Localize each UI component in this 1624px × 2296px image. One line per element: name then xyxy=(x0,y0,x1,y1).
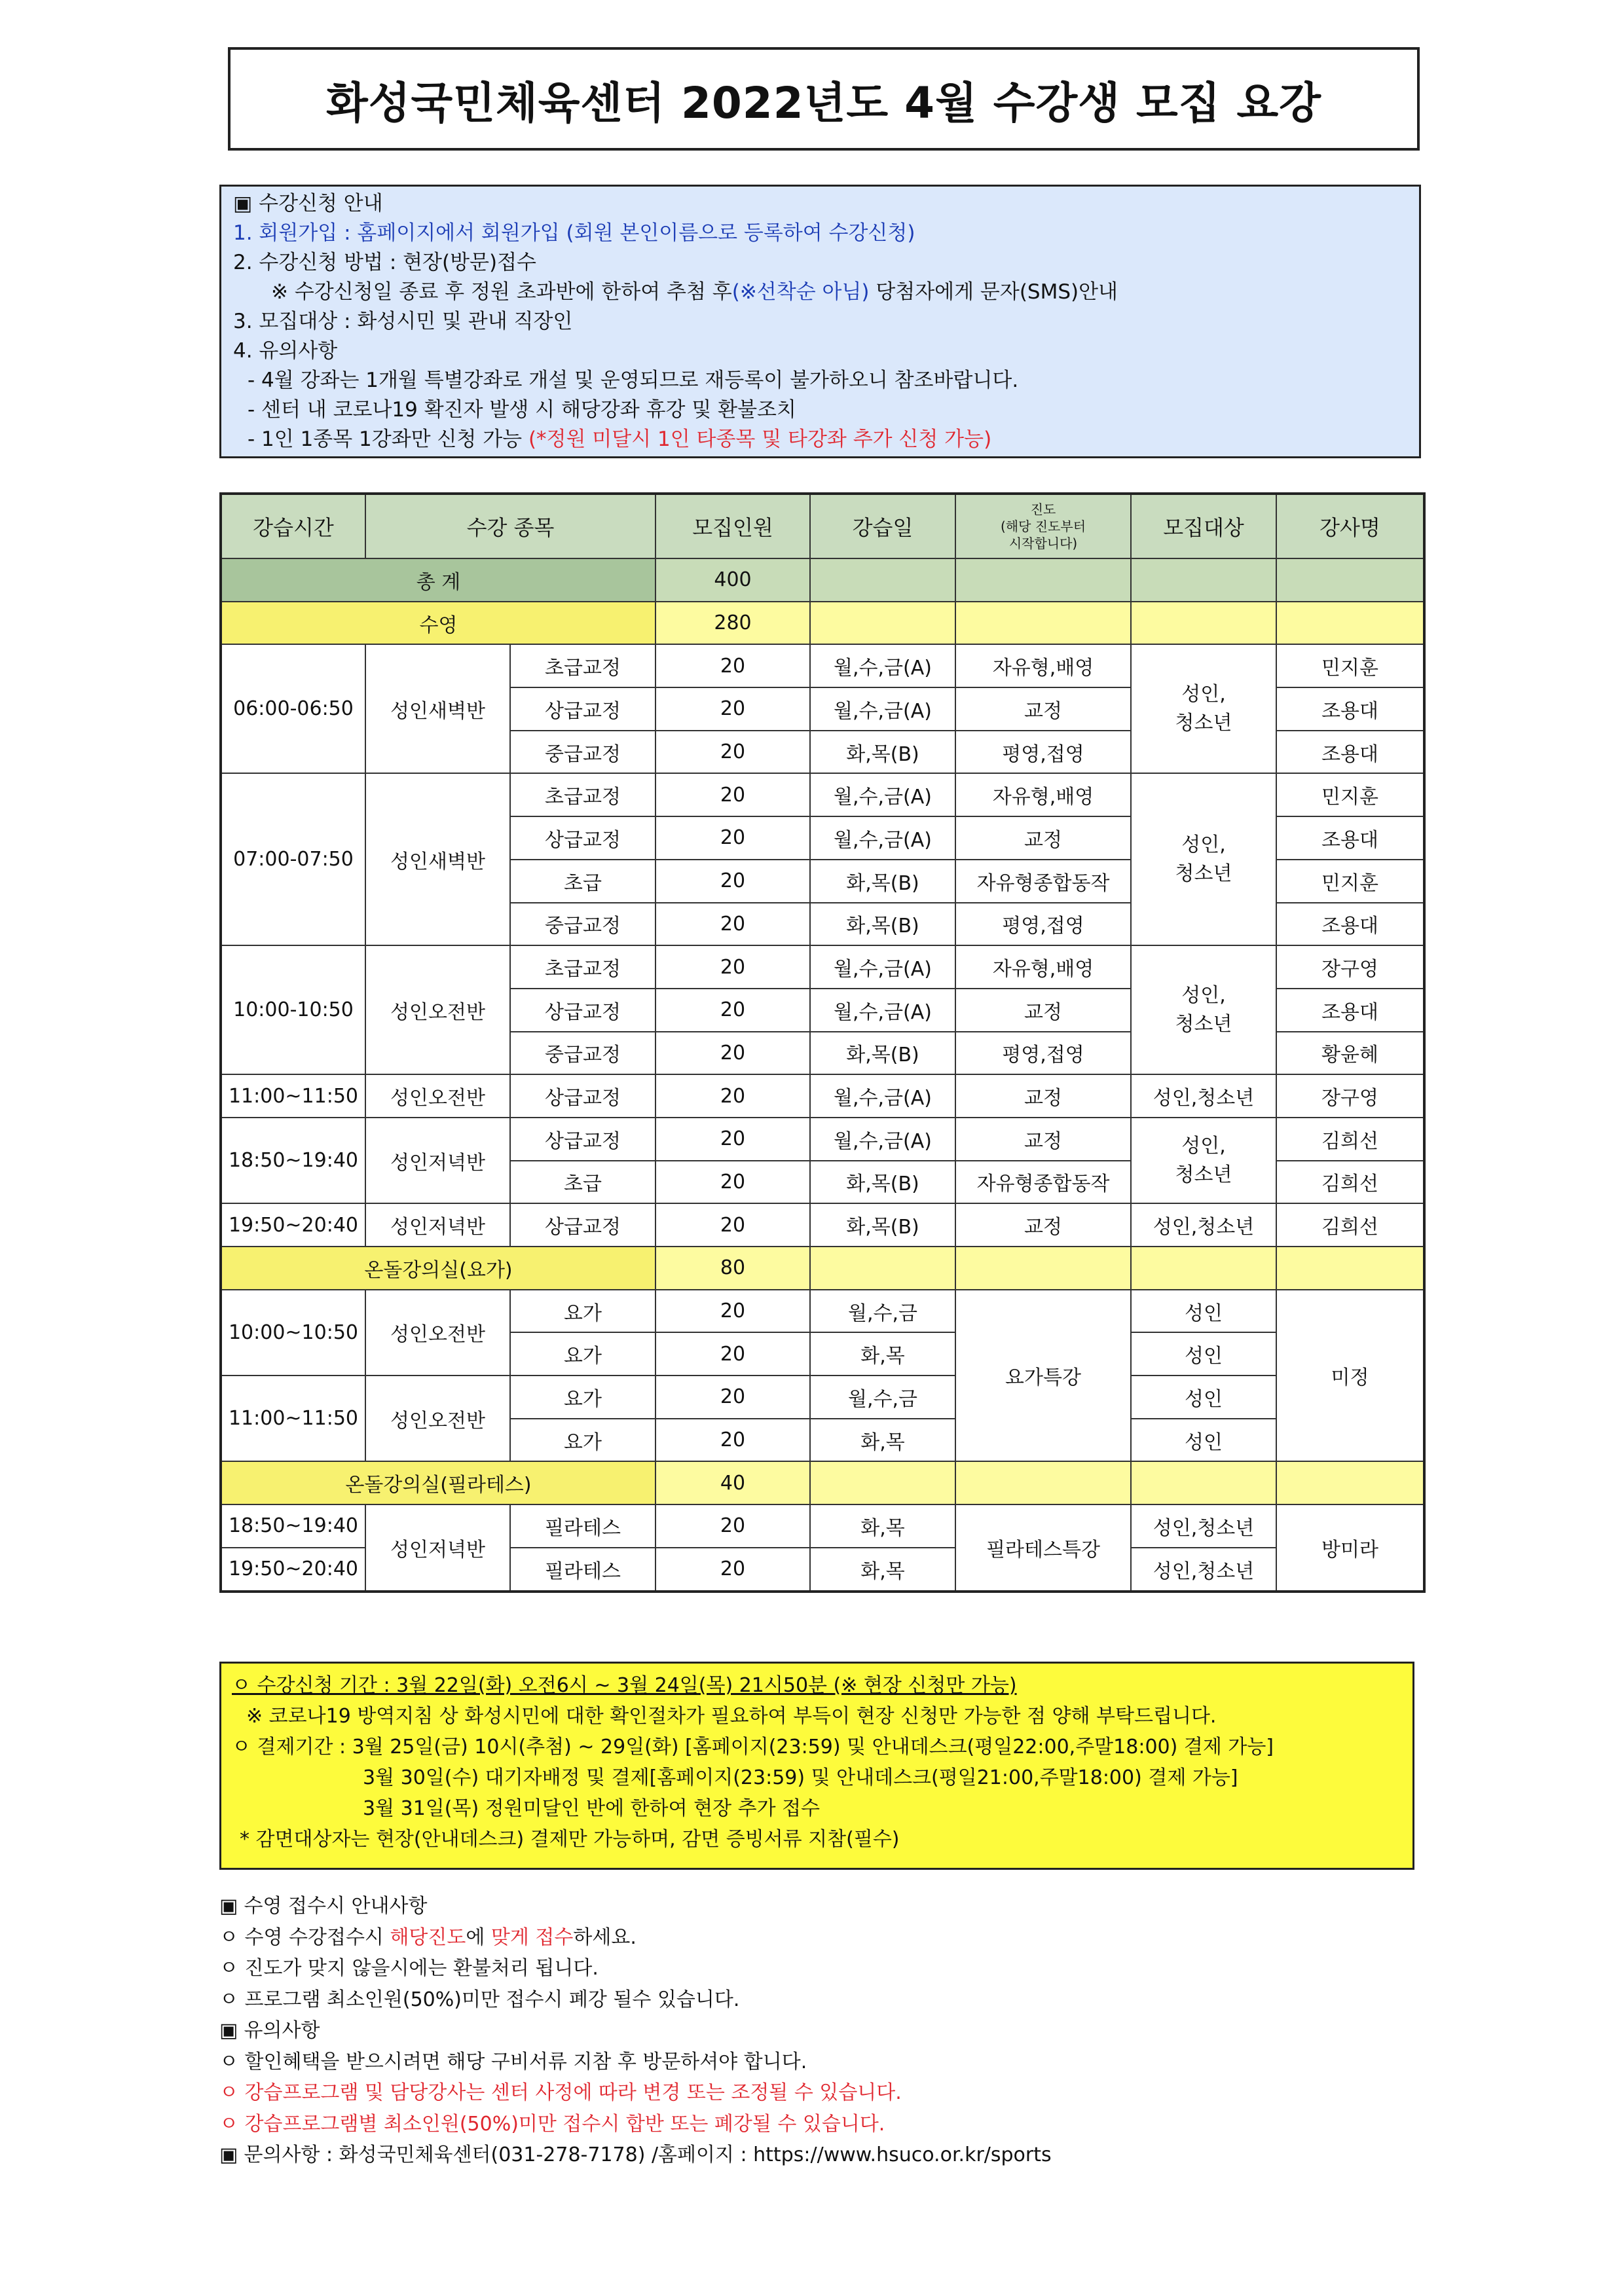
table-cell: 월,수,금(A) xyxy=(810,687,955,731)
table-cell: 자유형,배영 xyxy=(955,644,1131,687)
header-instructor: 강사명 xyxy=(1276,494,1424,558)
table-row xyxy=(221,1376,1424,1419)
notes-item: ㅇ 강습프로그램별 최소인원(50%)미만 접수시 합반 또는 폐강될 수 있습니다. xyxy=(219,2112,885,2136)
target-cell: 성인, 청소년 xyxy=(1131,1118,1276,1203)
table-cell: 교정 xyxy=(955,989,1131,1032)
period-line-3: ㅇ 결제기간 : 3월 25일(금) 10시(추첨) ~ 29일(화) [홈페이지(23:59) 및 안내데스크(평일22:00,주말18:00) 결제 가능] xyxy=(232,1736,1274,1758)
table-cell: 초급 xyxy=(510,860,655,903)
header-capacity: 모집인원 xyxy=(655,494,810,558)
table-cell: 교정 xyxy=(955,1203,1131,1247)
info-item-membership: 1. 회원가입 : 홈페이지에서 회원가입 (회원 본인이름으로 등록하여 수강신청) xyxy=(233,221,915,245)
table-cell: 조용대 xyxy=(1276,731,1424,774)
square-bullet-icon: ▣ xyxy=(219,2019,238,2042)
table-cell: 월,수,금(A) xyxy=(810,816,955,860)
table-cell: 김희선 xyxy=(1276,1118,1424,1161)
table-cell: 필라테스 xyxy=(510,1504,655,1548)
table-cell: 장구영 xyxy=(1276,945,1424,989)
table-cell: 20 xyxy=(655,1203,810,1247)
notes-item: ㅇ 할인혜택을 받으시려면 해당 구비서류 지참 후 방문하셔야 합니다. xyxy=(219,2050,807,2073)
table-cell: 성인 xyxy=(1131,1290,1276,1333)
table-cell: 화,목 xyxy=(810,1548,955,1592)
table-cell: 초급교정 xyxy=(510,945,655,989)
target-cell: 성인, 청소년 xyxy=(1131,773,1276,945)
table-cell: 20 xyxy=(655,1504,810,1548)
class-cell: 성인오전반 xyxy=(365,945,510,1074)
table-row xyxy=(221,1504,1424,1548)
table-cell: 20 xyxy=(655,1032,810,1075)
table-cell: 20 xyxy=(655,945,810,989)
instructor-cell: 미정 xyxy=(1276,1290,1424,1462)
notes-item: ㅇ 프로그램 최소인원(50%)미만 접수시 폐강 될수 있습니다. xyxy=(219,1988,740,2011)
notes-heading-caution: ▣ 유의사항 xyxy=(219,2015,1398,2047)
table-cell: 20 xyxy=(655,644,810,687)
table-cell: 20 xyxy=(655,1419,810,1462)
table-cell: 조용대 xyxy=(1276,687,1424,731)
table-cell: 20 xyxy=(655,860,810,903)
info-item-method: 2. 수강신청 방법 : 현장(방문)접수 xyxy=(233,251,536,274)
info-note-1: - 4월 강좌는 1개월 특별강좌로 개설 및 운영되므로 재등록이 불가하오니 참조바랍니다. xyxy=(248,369,1019,392)
table-cell: 필라테스 xyxy=(510,1548,655,1592)
table-row xyxy=(221,644,1424,687)
period-line-1: ㅇ 수강신청 기간 : 3월 22일(화) 오전6시 ~ 3월 24일(목) 21시50분 (※ 현장 신청만 가능) xyxy=(232,1674,1017,1697)
time-cell: 10:00-10:50 xyxy=(221,945,365,1074)
table-cell: 자유형,배영 xyxy=(955,773,1131,816)
header-days: 강습일 xyxy=(810,494,955,558)
table-cell: 중급교정 xyxy=(510,903,655,946)
table-cell: 월,수,금 xyxy=(810,1290,955,1333)
table-cell: 상급교정 xyxy=(510,1118,655,1161)
table-cell: 20 xyxy=(655,816,810,860)
table-cell: 월,수,금(A) xyxy=(810,1118,955,1161)
info-item-notes: 4. 유의사항 xyxy=(233,339,338,363)
table-cell: 민지훈 xyxy=(1276,644,1424,687)
notes-item: ㅇ 수영 수강접수시 해당진도에 맞게 접수하세요. xyxy=(219,1925,637,1949)
table-cell: 조용대 xyxy=(1276,989,1424,1032)
period-line-6: * 감면대상자는 현장(안내데스크) 결제만 가능하며, 감면 증빙서류 지참(필수) xyxy=(240,1828,900,1851)
table-cell: 자유형종합동작 xyxy=(955,860,1131,903)
table-cell: 19:50~20:40 xyxy=(221,1203,365,1247)
table-cell: 성인,청소년 xyxy=(1131,1548,1276,1592)
table-cell: 자유형,배영 xyxy=(955,945,1131,989)
category-label: 온돌강의실(필라테스) xyxy=(221,1461,655,1504)
table-cell: 월,수,금(A) xyxy=(810,945,955,989)
category-row-yoga xyxy=(221,1247,1424,1290)
table-cell: 월,수,금(A) xyxy=(810,1074,955,1118)
table-cell: 민지훈 xyxy=(1276,773,1424,816)
table-cell: 장구영 xyxy=(1276,1074,1424,1118)
table-cell: 화,목 xyxy=(810,1332,955,1376)
table-cell: 20 xyxy=(655,731,810,774)
table-cell: 중급교정 xyxy=(510,731,655,774)
table-cell: 월,수,금(A) xyxy=(810,773,955,816)
header-time: 강습시간 xyxy=(221,494,365,558)
period-line-2: ※ 코로나19 방역지침 상 화성시민에 대한 확인절차가 필요하여 부득이 현장 신청만 가능한 점 양해 부탁드립니다. xyxy=(246,1705,1217,1728)
instructor-cell: 방미라 xyxy=(1276,1504,1424,1591)
total-row xyxy=(221,558,1424,602)
target-cell: 성인, 청소년 xyxy=(1131,945,1276,1074)
notes-item: ㅇ 강습프로그램 및 담당강사는 센터 사정에 따라 변경 또는 조정될 수 있습니다. xyxy=(219,2081,902,2104)
table-cell: 20 xyxy=(655,1118,810,1161)
table-cell: 성인오전반 xyxy=(365,1074,510,1118)
table-cell: 월,수,금(A) xyxy=(810,644,955,687)
table-row xyxy=(221,1203,1424,1247)
category-row-swim xyxy=(221,602,1424,645)
registration-period-box xyxy=(219,1662,1414,1870)
period-line-4: 3월 30일(수) 대기자배정 및 결제[홈페이지(23:59) 및 안내데스크(평일21:00,주말18:00) 결제 가능] xyxy=(363,1766,1238,1789)
category-label: 수영 xyxy=(221,602,655,645)
time-cell: 07:00-07:50 xyxy=(221,773,365,945)
header-course: 수강 종목 xyxy=(365,494,655,558)
progress-cell: 필라테스특강 xyxy=(955,1504,1131,1591)
table-cell: 화,목(B) xyxy=(810,903,955,946)
table-cell: 초급교정 xyxy=(510,644,655,687)
notes-heading-swim: ▣ 수영 접수시 안내사항 xyxy=(219,1891,1398,1922)
table-cell: 상급교정 xyxy=(510,989,655,1032)
table-row xyxy=(221,945,1424,989)
target-cell: 성인, 청소년 xyxy=(1131,644,1276,773)
header-progress: 진도 (해당 진도부터 시작합니다) xyxy=(955,494,1131,558)
category-capacity: 80 xyxy=(655,1247,810,1290)
time-cell: 11:00~11:50 xyxy=(221,1376,365,1461)
square-bullet-icon: ▣ xyxy=(219,1895,238,1918)
table-cell: 평영,접영 xyxy=(955,903,1131,946)
table-cell: 요가 xyxy=(510,1290,655,1333)
table-cell: 화,목(B) xyxy=(810,1161,955,1204)
table-cell: 평영,접영 xyxy=(955,731,1131,774)
table-cell: 초급 xyxy=(510,1161,655,1204)
table-cell: 화,목(B) xyxy=(810,1032,955,1075)
table-cell: 민지훈 xyxy=(1276,860,1424,903)
table-cell: 요가 xyxy=(510,1376,655,1419)
table-cell: 성인,청소년 xyxy=(1131,1504,1276,1548)
table-cell: 김희선 xyxy=(1276,1161,1424,1204)
info-item-method-note: ※ 수강신청일 종료 후 정원 초과반에 한하여 추첨 후(※선착순 아님) 당첨자에게 문자(SMS)안내 xyxy=(271,280,1118,304)
registration-info-box xyxy=(219,185,1421,458)
table-cell: 18:50~19:40 xyxy=(221,1504,365,1548)
table-row xyxy=(221,773,1424,816)
class-cell: 성인저녁반 xyxy=(365,1504,510,1591)
header-target: 모집대상 xyxy=(1131,494,1276,558)
table-row xyxy=(221,1290,1424,1333)
notes-item: ㅇ 진도가 맞지 않을시에는 환불처리 됩니다. xyxy=(219,1957,599,1980)
table-cell: 11:00~11:50 xyxy=(221,1074,365,1118)
table-cell: 화,목(B) xyxy=(810,731,955,774)
info-item-target: 3. 모집대상 : 화성시민 및 관내 직장인 xyxy=(233,310,573,333)
table-cell: 화,목(B) xyxy=(810,1203,955,1247)
progress-cell: 요가특강 xyxy=(955,1290,1131,1462)
table-cell: 중급교정 xyxy=(510,1032,655,1075)
table-cell: 요가 xyxy=(510,1419,655,1462)
table-cell: 상급교정 xyxy=(510,1203,655,1247)
total-label: 총 계 xyxy=(221,558,655,602)
table-cell: 상급교정 xyxy=(510,1074,655,1118)
square-bullet-icon: ▣ xyxy=(219,2143,238,2166)
page-title: 화성국민체육센터 2022년도 4월 수강생 모집 요강 xyxy=(228,47,1420,151)
table-cell: 교정 xyxy=(955,816,1131,860)
info-heading: ▣ 수강신청 안내 xyxy=(233,192,383,215)
table-cell: 황윤혜 xyxy=(1276,1032,1424,1075)
schedule-table xyxy=(219,492,1426,1593)
class-cell: 성인오전반 xyxy=(365,1376,510,1461)
notes-contact: ▣ 문의사항 : 화성국민체육센터(031-278-7178) /홈페이지 : https://www.hsuco.or.kr/sports xyxy=(219,2140,1398,2171)
class-cell: 성인새벽반 xyxy=(365,773,510,945)
table-cell: 20 xyxy=(655,1548,810,1592)
table-cell: 성인 xyxy=(1131,1332,1276,1376)
table-cell: 조용대 xyxy=(1276,816,1424,860)
table-cell: 20 xyxy=(655,687,810,731)
table-cell: 성인 xyxy=(1131,1419,1276,1462)
class-cell: 성인새벽반 xyxy=(365,644,510,773)
time-cell: 18:50~19:40 xyxy=(221,1118,365,1203)
table-cell: 20 xyxy=(655,1332,810,1376)
class-cell: 성인오전반 xyxy=(365,1290,510,1376)
table-cell: 20 xyxy=(655,1376,810,1419)
table-cell: 성인저녁반 xyxy=(365,1203,510,1247)
table-cell: 성인,청소년 xyxy=(1131,1203,1276,1247)
table-cell: 자유형종합동작 xyxy=(955,1161,1131,1204)
table-cell: 19:50~20:40 xyxy=(221,1548,365,1592)
period-line-5: 3월 31일(목) 정원미달인 반에 한하여 현장 추가 접수 xyxy=(363,1797,821,1820)
time-cell: 06:00-06:50 xyxy=(221,644,365,773)
table-cell: 교정 xyxy=(955,687,1131,731)
class-cell: 성인저녁반 xyxy=(365,1118,510,1203)
table-row xyxy=(221,1118,1424,1161)
table-cell: 김희선 xyxy=(1276,1203,1424,1247)
table-cell: 조용대 xyxy=(1276,903,1424,946)
table-cell: 교정 xyxy=(955,1118,1131,1161)
table-cell: 화,목(B) xyxy=(810,860,955,903)
info-note-2: - 센터 내 코로나19 확진자 발생 시 해당강좌 휴강 및 환불조치 xyxy=(248,398,796,422)
table-cell: 20 xyxy=(655,989,810,1032)
table-cell: 20 xyxy=(655,773,810,816)
info-note-3: - 1인 1종목 1강좌만 신청 가능 (*정원 미달시 1인 타종목 및 타강좌 추가 신청 가능) xyxy=(248,428,992,451)
table-cell: 상급교정 xyxy=(510,816,655,860)
total-capacity: 400 xyxy=(655,558,810,602)
category-label: 온돌강의실(요가) xyxy=(221,1247,655,1290)
notes-section xyxy=(219,1891,1398,2171)
table-cell: 20 xyxy=(655,1074,810,1118)
table-cell: 성인,청소년 xyxy=(1131,1074,1276,1118)
table-header-row xyxy=(221,494,1424,558)
table-cell: 월,수,금 xyxy=(810,1376,955,1419)
category-capacity: 40 xyxy=(655,1461,810,1504)
category-row-pilates xyxy=(221,1461,1424,1504)
table-cell: 20 xyxy=(655,1290,810,1333)
table-cell: 화,목 xyxy=(810,1504,955,1548)
table-cell: 월,수,금(A) xyxy=(810,989,955,1032)
table-cell: 20 xyxy=(655,1161,810,1204)
table-row xyxy=(221,1074,1424,1118)
table-cell: 교정 xyxy=(955,1074,1131,1118)
table-cell: 초급교정 xyxy=(510,773,655,816)
category-capacity: 280 xyxy=(655,602,810,645)
table-cell: 평영,접영 xyxy=(955,1032,1131,1075)
table-cell: 화,목 xyxy=(810,1419,955,1462)
table-cell: 요가 xyxy=(510,1332,655,1376)
table-cell: 20 xyxy=(655,903,810,946)
table-cell: 성인 xyxy=(1131,1376,1276,1419)
time-cell: 10:00~10:50 xyxy=(221,1290,365,1376)
table-cell: 상급교정 xyxy=(510,687,655,731)
